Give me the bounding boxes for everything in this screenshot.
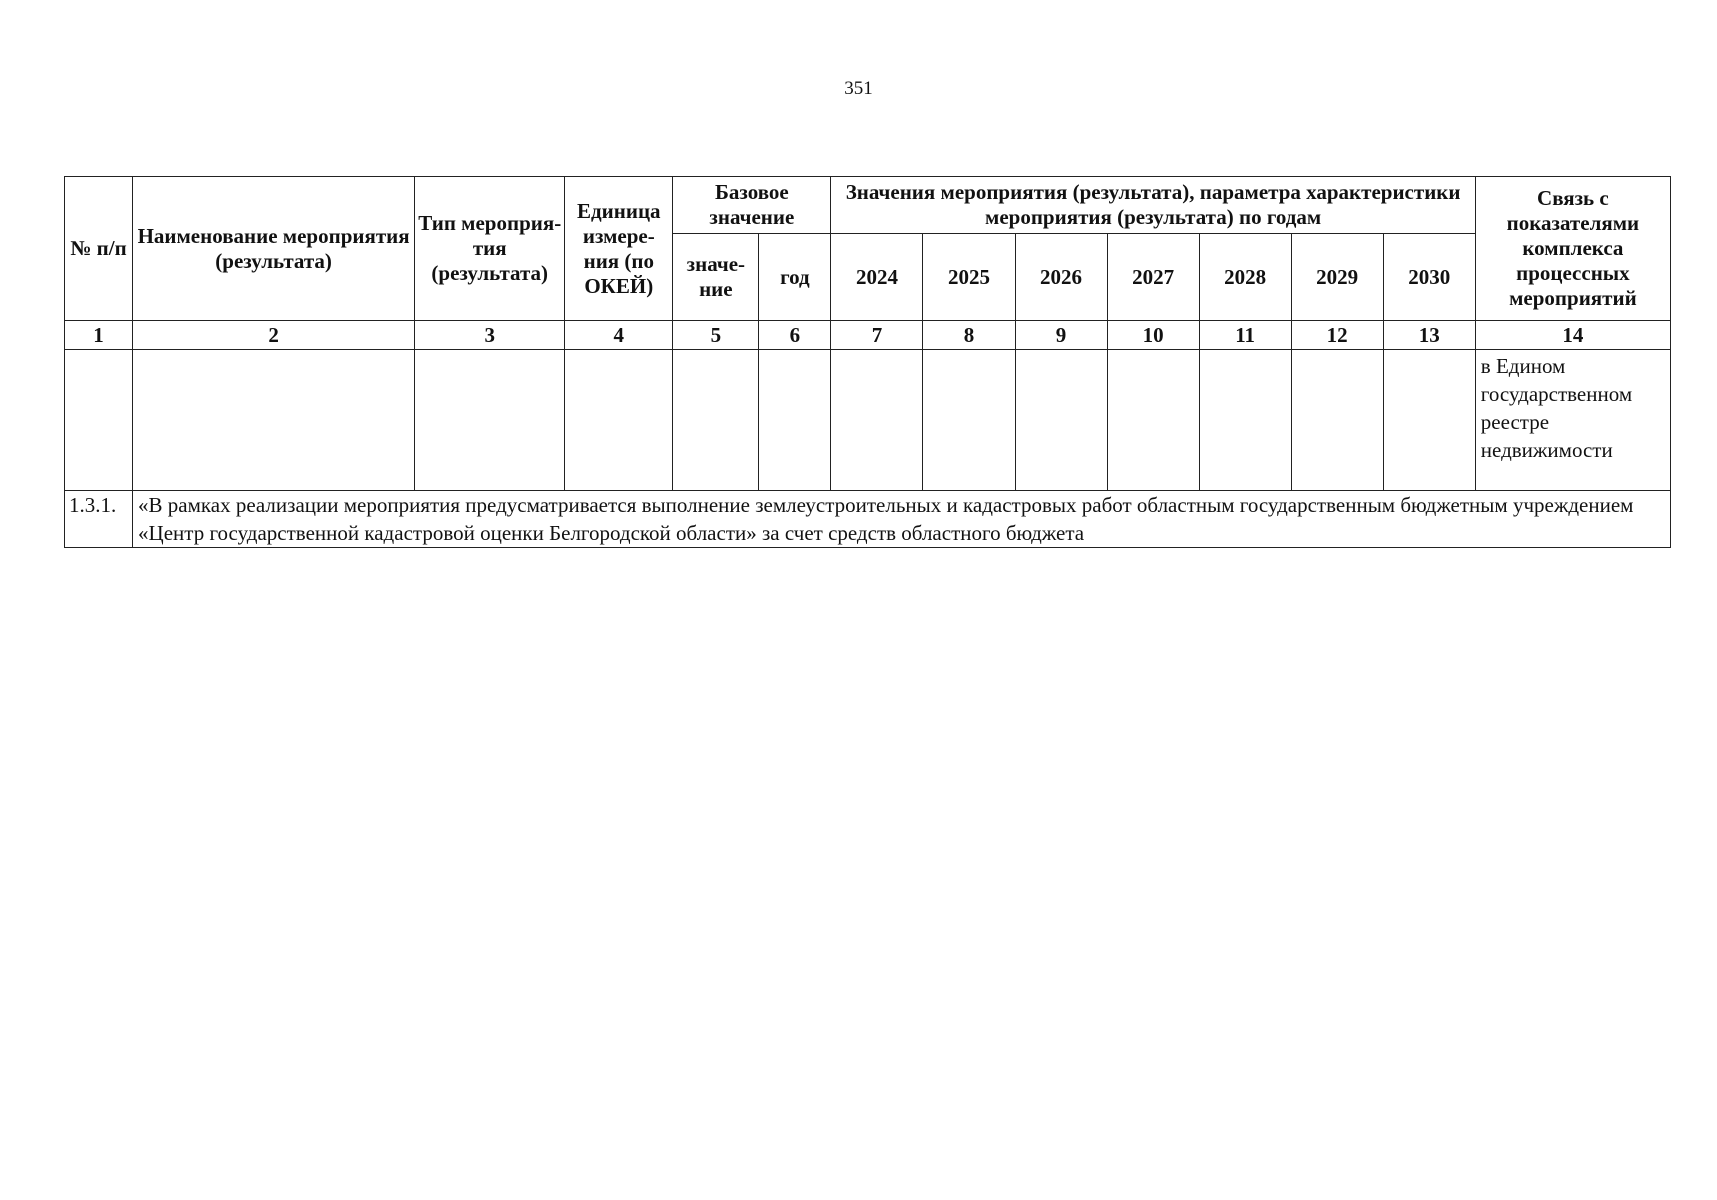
column-number: 4 — [565, 321, 673, 350]
column-number: 12 — [1291, 321, 1383, 350]
empty-cell — [1199, 350, 1291, 491]
empty-cell — [565, 350, 673, 491]
header-year-2030: 2030 — [1383, 234, 1475, 321]
empty-cell — [831, 350, 923, 491]
column-number: 6 — [759, 321, 831, 350]
header-base-value: значе-ние — [673, 234, 759, 321]
column-number: 13 — [1383, 321, 1475, 350]
empty-cell — [1015, 350, 1107, 491]
empty-cell — [1291, 350, 1383, 491]
empty-cell — [65, 350, 133, 491]
column-number: 14 — [1475, 321, 1670, 350]
measure-number: 1.3.1. — [65, 491, 133, 548]
measures-table — [64, 176, 1671, 548]
column-number: 7 — [831, 321, 923, 350]
description-row — [65, 491, 1671, 548]
column-number: 10 — [1107, 321, 1199, 350]
column-number: 11 — [1199, 321, 1291, 350]
empty-cell — [923, 350, 1015, 491]
empty-cell — [673, 350, 759, 491]
header-year-2027: 2027 — [1107, 234, 1199, 321]
header-unit: Единица измере-ния (по ОКЕЙ) — [565, 177, 673, 321]
measure-description: «В рамках реализации мероприятия предусматривается выполнение землеустроительных и кадастровых работ областным государственным бюджетным учреждением «Центр государственной кадастровой оценки Белгородской области» за счет средств областного бюджета — [133, 491, 1671, 548]
empty-cell — [759, 350, 831, 491]
column-number: 1 — [65, 321, 133, 350]
empty-cell — [415, 350, 565, 491]
empty-cell — [133, 350, 415, 491]
header-year-2028: 2028 — [1199, 234, 1291, 321]
empty-cell — [1107, 350, 1199, 491]
header-base-year: год — [759, 234, 831, 321]
link-cell-text: в Едином государственном реестре недвижимости — [1475, 350, 1670, 491]
header-year-2029: 2029 — [1291, 234, 1383, 321]
column-number: 3 — [415, 321, 565, 350]
header-base-group: Базовое значение — [673, 177, 831, 234]
header-year-2025: 2025 — [923, 234, 1015, 321]
header-type: Тип мероприя-тия (результата) — [415, 177, 565, 321]
column-number: 8 — [923, 321, 1015, 350]
column-number-row — [65, 321, 1671, 350]
column-number: 5 — [673, 321, 759, 350]
empty-cell — [1383, 350, 1475, 491]
header-row-top — [65, 177, 1671, 234]
header-link: Связь с показателями комплекса процессных мероприятий — [1475, 177, 1670, 321]
column-number: 2 — [133, 321, 415, 350]
header-year-2024: 2024 — [831, 234, 923, 321]
continuation-row — [65, 350, 1671, 491]
header-name: Наименование мероприятия (результата) — [133, 177, 415, 321]
column-number: 9 — [1015, 321, 1107, 350]
header-year-2026: 2026 — [1015, 234, 1107, 321]
header-values-group: Значения мероприятия (результата), параметра характеристики мероприятия (результата) по годам — [831, 177, 1475, 234]
header-num: № п/п — [65, 177, 133, 321]
page-number: 351 — [844, 78, 873, 99]
